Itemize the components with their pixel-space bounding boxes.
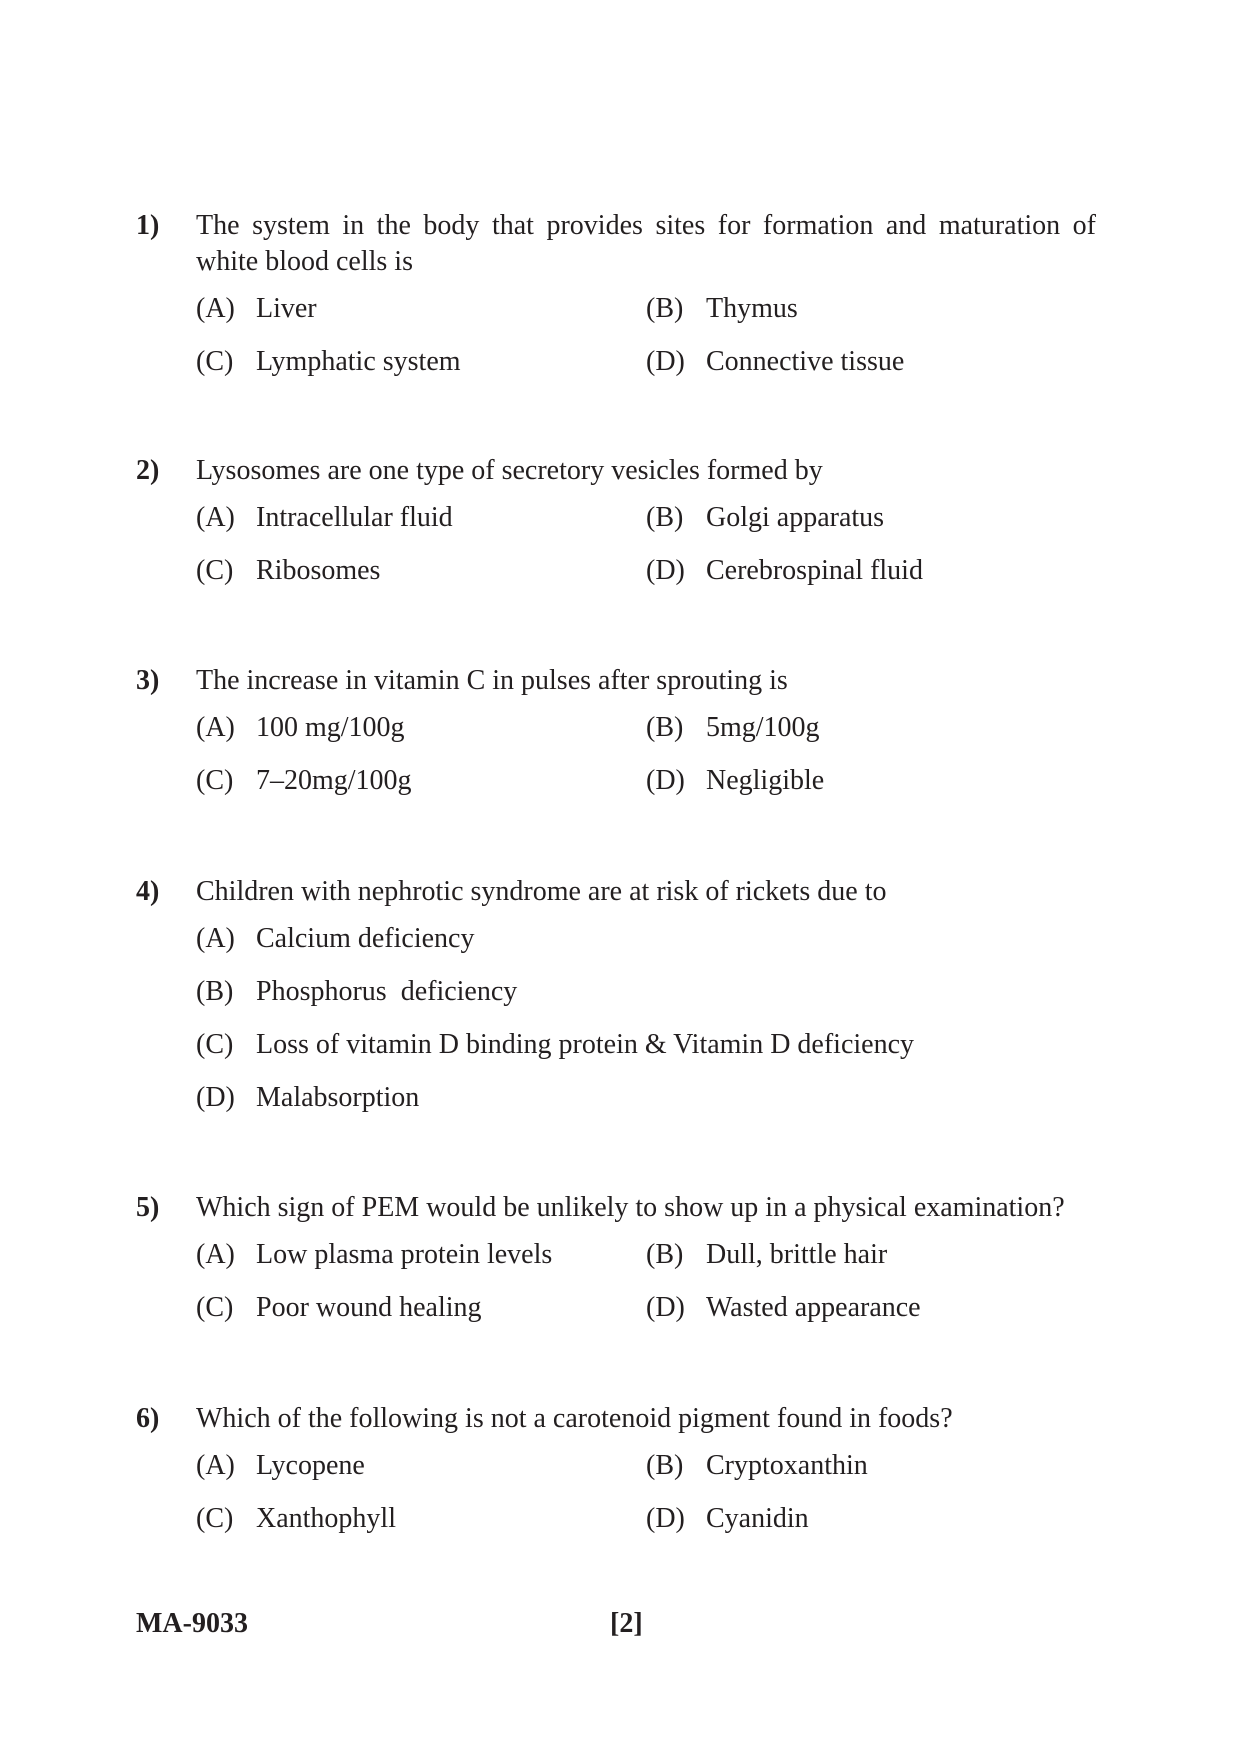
option-text: 7–20mg/100g: [256, 765, 412, 796]
option-c: [196, 344, 646, 380]
option-c: [196, 1501, 646, 1537]
option-c: [196, 1290, 646, 1326]
option-text: 5mg/100g: [706, 712, 820, 743]
option-letter: (D): [196, 1082, 235, 1113]
option-d: [646, 344, 1096, 380]
option-c: [196, 1027, 1096, 1063]
option-text: Cyanidin: [706, 1503, 809, 1534]
question-text: The system in the body that provides sites for formation and maturation of white blood cells is: [196, 210, 1096, 277]
option-text: Lymphatic system: [256, 346, 461, 377]
option-letter: (A): [196, 502, 235, 533]
option-letter: (D): [646, 1292, 685, 1323]
option-a: [196, 500, 646, 536]
option-text: Malabsorption: [256, 1082, 420, 1113]
question-number: 4): [136, 876, 160, 907]
option-text: Wasted appearance: [706, 1292, 921, 1323]
options: [196, 1448, 1096, 1554]
option-letter: (D): [646, 765, 685, 796]
question-text: Which sign of PEM would be unlikely to show up in a physical examination?: [196, 1192, 1065, 1223]
option-b: [646, 1237, 1096, 1273]
question-number: 3): [136, 665, 160, 696]
option-letter: (C): [196, 555, 234, 586]
option-text: 100 mg/100g: [256, 712, 405, 743]
option-d: [196, 1080, 1096, 1116]
question-5: [136, 1190, 1096, 1343]
option-letter: (D): [646, 346, 685, 377]
option-text: Liver: [256, 293, 317, 324]
option-c: [196, 553, 646, 589]
question-number: 2): [136, 455, 160, 486]
option-d: [646, 1501, 1096, 1537]
option-text: Golgi apparatus: [706, 502, 885, 533]
option-text: Intracellular fluid: [256, 502, 453, 533]
option-letter: (A): [196, 1450, 235, 1481]
option-text: Xanthophyll: [256, 1503, 396, 1534]
option-letter: (B): [646, 502, 684, 533]
option-letter: (D): [646, 1503, 685, 1534]
option-a: [196, 1237, 646, 1273]
option-text: Phosphorus deficiency: [256, 976, 518, 1007]
option-letter: (A): [196, 923, 235, 954]
question-number: 1): [136, 210, 160, 241]
option-text: Ribosomes: [256, 555, 381, 586]
option-text: Loss of vitamin D binding protein & Vitamin D deficiency: [256, 1029, 915, 1060]
option-a: [196, 1448, 646, 1484]
option-text: Cryptoxanthin: [706, 1450, 868, 1481]
option-text: Poor wound healing: [256, 1292, 482, 1323]
question-number: 5): [136, 1192, 160, 1223]
option-letter: (A): [196, 1239, 235, 1270]
options: [196, 291, 1096, 397]
option-text: Connective tissue: [706, 346, 905, 377]
option-a: [196, 710, 646, 746]
option-letter: (B): [646, 293, 684, 324]
page-number: [2]: [610, 1608, 643, 1639]
option-letter: (A): [196, 293, 235, 324]
question-number: 6): [136, 1403, 160, 1434]
option-text: Lycopene: [256, 1450, 365, 1481]
option-letter: (B): [646, 1239, 684, 1270]
option-letter: (D): [646, 555, 685, 586]
option-letter: (C): [196, 1292, 234, 1323]
option-b: [196, 974, 1096, 1010]
option-letter: (B): [196, 976, 234, 1007]
options: [196, 500, 1096, 606]
question-1: [136, 208, 1096, 397]
question-3: [136, 663, 1096, 816]
question-text: Which of the following is not a carotenoid pigment found in foods?: [196, 1403, 953, 1434]
option-c: [196, 763, 646, 799]
question-text: Children with nephrotic syndrome are at risk of rickets due to: [196, 876, 887, 907]
option-text: Cerebrospinal fluid: [706, 555, 923, 586]
paper-code: MA-9033: [136, 1608, 248, 1639]
question-2: [136, 453, 1096, 606]
option-a: [196, 291, 646, 327]
option-letter: (C): [196, 1029, 234, 1060]
option-letter: (C): [196, 346, 234, 377]
options: [196, 710, 1096, 816]
option-b: [646, 710, 1096, 746]
option-letter: (C): [196, 1503, 234, 1534]
option-b: [646, 1448, 1096, 1484]
option-d: [646, 1290, 1096, 1326]
question-4: [136, 874, 1096, 1133]
option-letter: (B): [646, 712, 684, 743]
options: [196, 1237, 1096, 1343]
option-text: Low plasma protein levels: [256, 1239, 553, 1270]
page-footer: [136, 1606, 1096, 1646]
question-text: Lysosomes are one type of secretory vesicles formed by: [196, 455, 823, 486]
question-6: [136, 1401, 1096, 1554]
option-text: Thymus: [706, 293, 798, 324]
option-letter: (A): [196, 712, 235, 743]
option-text: Negligible: [706, 765, 825, 796]
option-d: [646, 553, 1096, 589]
option-a: [196, 921, 1096, 957]
option-b: [646, 291, 1096, 327]
option-text: Calcium deficiency: [256, 923, 475, 954]
question-text: The increase in vitamin C in pulses after sprouting is: [196, 665, 788, 696]
options: [196, 921, 1096, 1133]
option-d: [646, 763, 1096, 799]
option-letter: (B): [646, 1450, 684, 1481]
option-letter: (C): [196, 765, 234, 796]
option-text: Dull, brittle hair: [706, 1239, 888, 1270]
option-b: [646, 500, 1096, 536]
